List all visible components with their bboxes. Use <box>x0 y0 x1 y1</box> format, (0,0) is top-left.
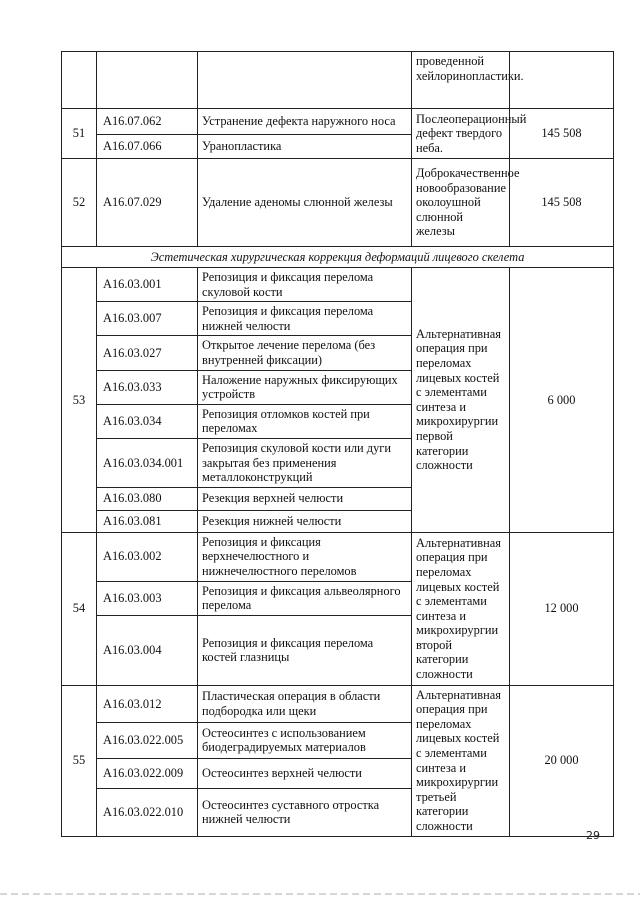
procedure-name-cell: Пластическая операция в области подбородка или щеки <box>198 685 412 722</box>
procedure-name-cell: Резекция нижней челюсти <box>198 510 412 532</box>
section-title: Эстетическая хирургическая коррекция деформаций лицевого скелета <box>62 247 614 268</box>
condition-cell: Альтернативная операция при переломах лицевых костей с элементами синтеза и микрохирургии первой категории сложности <box>412 268 510 533</box>
procedure-name-cell: Остеосинтез суставного отростка нижней челюсти <box>198 788 412 836</box>
procedure-name-cell: Репозиция и фиксация перелома костей глазницы <box>198 615 412 685</box>
procedure-code-cell: A16.03.004 <box>97 615 198 685</box>
procedure-code-cell: A16.03.003 <box>97 581 198 615</box>
procedure-code-cell: A16.03.027 <box>97 336 198 370</box>
procedure-code-cell: A16.07.029 <box>97 159 198 247</box>
procedure-code-cell: A16.03.007 <box>97 302 198 336</box>
procedure-code-cell: A16.03.012 <box>97 685 198 722</box>
procedure-name-cell: Репозиция отломков костей при переломах <box>198 404 412 438</box>
table-row <box>62 52 614 109</box>
procedure-name-cell: Уранопластика <box>198 135 412 159</box>
row-number-cell: 52 <box>62 159 97 247</box>
price-cell: 20 000 <box>510 685 614 836</box>
row-number-cell: 53 <box>62 268 97 533</box>
procedure-code-cell: A16.03.034.001 <box>97 438 198 487</box>
procedure-name-cell: Резекция верхней челюсти <box>198 487 412 510</box>
procedure-code-cell: A16.03.001 <box>97 268 198 302</box>
condition-cell: проведенной хейлоринопластики. <box>412 52 510 109</box>
procedure-code-cell: A16.03.022.005 <box>97 723 198 759</box>
row-number-cell: 55 <box>62 685 97 836</box>
procedure-name-cell: Репозиция и фиксация альвеолярного перелома <box>198 581 412 615</box>
procedure-code-cell <box>97 52 198 109</box>
scan-edge-artifact <box>0 893 640 895</box>
table-row <box>62 268 614 302</box>
price-cell: 6 000 <box>510 268 614 533</box>
condition-cell: Альтернативная операция при переломах лицевых костей с элементами синтеза и микрохирургии второй категории сложности <box>412 532 510 685</box>
price-cell: 12 000 <box>510 532 614 685</box>
table-row <box>62 159 614 247</box>
section-header-row <box>62 247 614 268</box>
row-number-cell <box>62 52 97 109</box>
price-cell: 145 508 <box>510 159 614 247</box>
procedure-name-cell: Открытое лечение перелома (без внутренней фиксации) <box>198 336 412 370</box>
table-row <box>62 109 614 135</box>
procedure-name-cell: Остеосинтез верхней челюсти <box>198 758 412 788</box>
procedure-name-cell: Репозиция и фиксация перелома нижней челюсти <box>198 302 412 336</box>
procedure-code-cell: A16.03.022.009 <box>97 758 198 788</box>
price-cell: 145 508 <box>510 109 614 159</box>
procedure-code-cell: A16.03.080 <box>97 487 198 510</box>
row-number-cell: 54 <box>62 532 97 685</box>
table-row <box>62 685 614 722</box>
procedure-name-cell <box>198 52 412 109</box>
procedure-code-cell: A16.03.081 <box>97 510 198 532</box>
procedure-code-cell: A16.07.066 <box>97 135 198 159</box>
procedure-code-cell: A16.03.022.010 <box>97 788 198 836</box>
procedure-name-cell: Остеосинтез с использованием биодеградируемых материалов <box>198 723 412 759</box>
procedure-code-cell: A16.03.033 <box>97 370 198 404</box>
procedure-code-cell: A16.03.002 <box>97 532 198 581</box>
procedure-code-cell: A16.07.062 <box>97 109 198 135</box>
table-row <box>62 532 614 581</box>
condition-cell: Альтернативная операция при переломах лицевых костей с элементами синтеза и микрохирургии третьей категории сложности <box>412 685 510 836</box>
condition-cell: Доброкачественное новообразование околоушной слюнной железы <box>412 159 510 247</box>
condition-cell: Послеоперационный дефект твердого неба. <box>412 109 510 159</box>
procedure-code-cell: A16.03.034 <box>97 404 198 438</box>
procedure-name-cell: Репозиция скуловой кости или дуги закрытая без применения металлоконструкций <box>198 438 412 487</box>
price-cell <box>510 52 614 109</box>
row-number-cell: 51 <box>62 109 97 159</box>
procedure-name-cell: Наложение наружных фиксирующих устройств <box>198 370 412 404</box>
procedures-table <box>61 51 614 837</box>
procedure-name-cell: Репозиция и фиксация перелома скуловой кости <box>198 268 412 302</box>
procedure-name-cell: Устранение дефекта наружного носа <box>198 109 412 135</box>
procedure-name-cell: Репозиция и фиксация верхнечелюстного и нижнечелюстного переломов <box>198 532 412 581</box>
procedure-name-cell: Удаление аденомы слюнной железы <box>198 159 412 247</box>
page-number: 29 <box>586 829 600 842</box>
